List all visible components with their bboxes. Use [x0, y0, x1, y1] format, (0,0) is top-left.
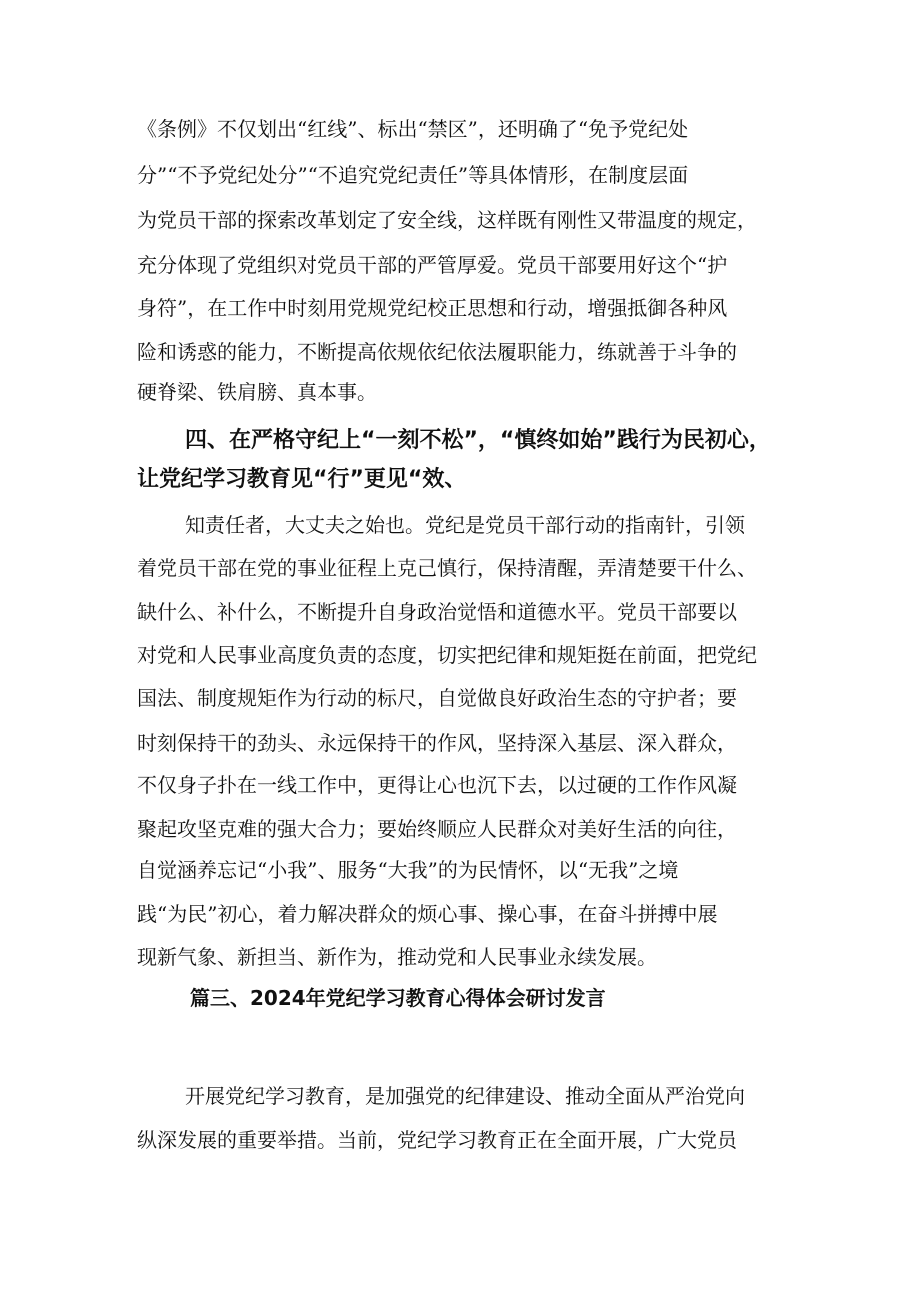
- paragraph-line: 《条例》不仅划出“红线”、标出“禁区”，还明确了“免予党纪处: [137, 117, 689, 141]
- paragraph-line: 充分体现了党组织对党员干部的严管厚爱。党员干部要用好这个“护: [137, 253, 728, 277]
- section-heading: 让党纪学习教育见“行”更见“效、: [137, 467, 467, 492]
- paragraph-line: 硬脊梁、铁肩膀、真本事。: [137, 380, 377, 404]
- paragraph-line: 为党员干部的探索改革划定了安全线，这样既有刚性又带温度的规定，: [137, 208, 757, 232]
- paragraph-line: 不仅身子扑在一线工作中，更得让心也沉下去，以过硬的工作作风凝: [137, 773, 737, 797]
- paragraph-line: 自觉涵养忘记“小我”、服务“大我”的为民情怀，以“无我”之境: [137, 858, 679, 882]
- article-title: 篇三、2024年党纪学习教育心得体会研讨发言: [190, 986, 606, 1010]
- paragraph-line: 缺什么、补什么，不断提升自身政治觉悟和道德水平。党员干部要以: [137, 600, 737, 624]
- paragraph-line: 聚起攻坚克难的强大合力；要始终顺应人民群众对美好生活的向往，: [137, 817, 737, 841]
- paragraph-line: 国法、制度规矩作为行动的标尺，自觉做良好政治生态的守护者；要: [137, 686, 737, 710]
- paragraph-line: 践“为民”初心，着力解决群众的烦心事、操心事，在奋斗拼搏中展: [137, 902, 718, 926]
- paragraph-line: 知责任者，大丈夫之始也。党纪是党员干部行动的指南针，引领: [185, 513, 745, 537]
- paragraph-line: 险和诱惑的能力，不断提高依规依纪依法履职能力，练就善于斗争的: [137, 340, 737, 364]
- paragraph-line: 身符”，在工作中时刻用党规党纪校正思想和行动，增强抵御各种风: [137, 296, 728, 320]
- paragraph-line: 着党员干部在党的事业征程上克己慎行，保持清醒，弄清楚要干什么、: [137, 556, 757, 580]
- paragraph-line: 对党和人民事业高度负责的态度，切实把纪律和规矩挺在前面，把党纪: [137, 643, 757, 667]
- section-heading: 四、在严格守纪上“一刻不松”，“慎终如始”践行为民初心，: [185, 428, 771, 453]
- paragraph-line: 纵深发展的重要举措。当前，党纪学习教育正在全面开展，广大党员: [137, 1128, 737, 1152]
- paragraph-line: 开展党纪学习教育，是加强党的纪律建设、推动全面从严治党向: [185, 1084, 745, 1108]
- paragraph-line: 时刻保持干的劲头、永远保持干的作风，坚持深入基层、深入群众，: [137, 731, 737, 755]
- paragraph-line: 分”“不予党纪处分”“不追究党纪责任”等具体情形，在制度层面: [137, 163, 689, 187]
- paragraph-line: 现新气象、新担当、新作为，推动党和人民事业永续发展。: [137, 945, 657, 969]
